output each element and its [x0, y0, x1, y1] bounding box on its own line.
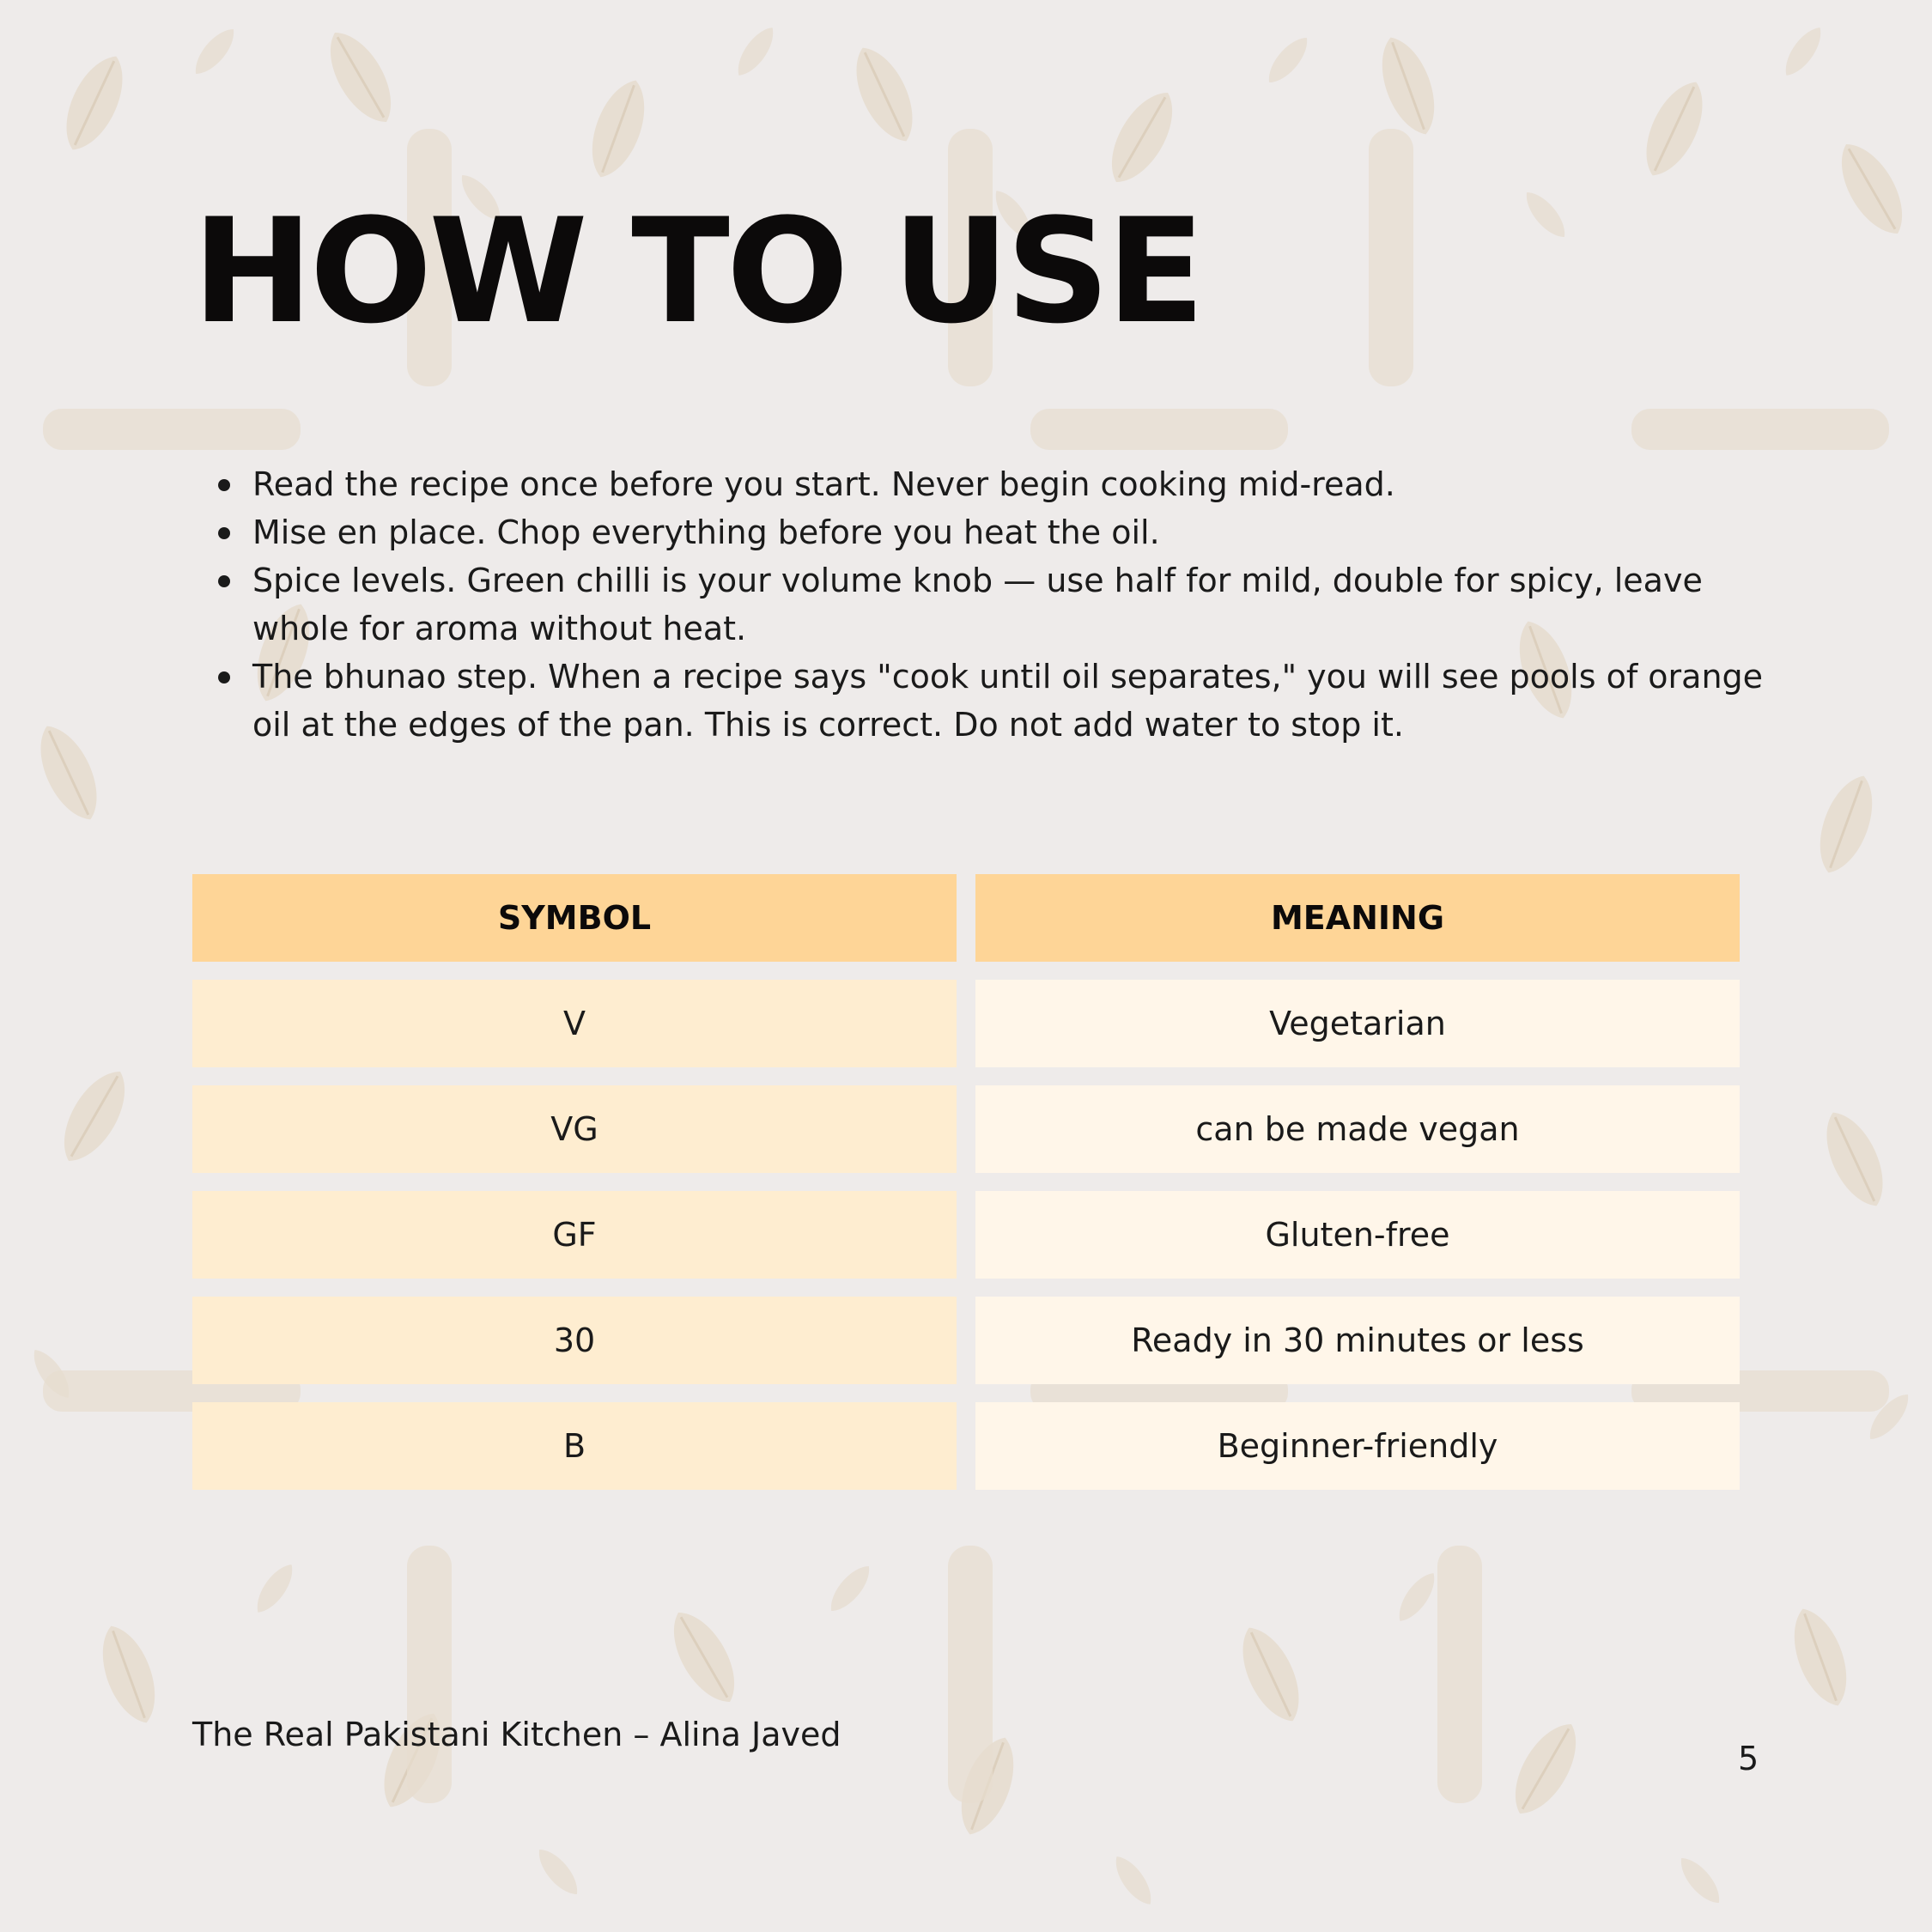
- table-row: [192, 1402, 1740, 1490]
- table-row: [192, 1085, 1740, 1173]
- page-title: HOW TO USE: [192, 187, 1202, 355]
- symbol-cell: V: [192, 980, 957, 1067]
- header-symbol: SYMBOL: [192, 874, 957, 962]
- symbol-cell: VG: [192, 1085, 957, 1173]
- tip-text: Spice levels. Green chilli is your volume knob — use half for mild, double for spicy, leave whole for aroma without heat.: [252, 562, 1703, 647]
- tips-list: [218, 460, 1764, 749]
- tip-item: [252, 556, 1764, 653]
- tip-text: Read the recipe once before you start. Never begin cooking mid-read.: [252, 465, 1395, 503]
- table-row: [192, 1191, 1740, 1279]
- tip-item: [252, 460, 1764, 508]
- symbol-cell: 30: [192, 1297, 957, 1384]
- bullet-icon: [218, 527, 230, 539]
- page-number: 5: [1738, 1740, 1759, 1777]
- table-row: [192, 980, 1740, 1067]
- footer-credit: The Real Pakistani Kitchen – Alina Javed: [192, 1716, 841, 1753]
- meaning-cell: Gluten-free: [975, 1191, 1740, 1279]
- header-meaning: MEANING: [975, 874, 1740, 962]
- tip-text: Mise en place. Chop everything before you heat the oil.: [252, 513, 1160, 551]
- symbol-cell: GF: [192, 1191, 957, 1279]
- tip-text: The bhunao step. When a recipe says "cook until oil separates," you will see pools of orange oil at the edges of the pan. This is correct. Do not add water to stop it.: [252, 658, 1764, 744]
- meaning-cell: Ready in 30 minutes or less: [975, 1297, 1740, 1384]
- bullet-icon: [218, 671, 230, 683]
- meaning-cell: Vegetarian: [975, 980, 1740, 1067]
- table-row: [192, 1297, 1740, 1384]
- tip-item: [252, 508, 1764, 556]
- symbol-legend-table: [192, 874, 1740, 1508]
- meaning-cell: Beginner-friendly: [975, 1402, 1740, 1490]
- tip-item: [252, 653, 1764, 749]
- bullet-icon: [218, 479, 230, 491]
- table-header-row: [192, 874, 1740, 962]
- meaning-cell: can be made vegan: [975, 1085, 1740, 1173]
- bullet-icon: [218, 575, 230, 587]
- symbol-cell: B: [192, 1402, 957, 1490]
